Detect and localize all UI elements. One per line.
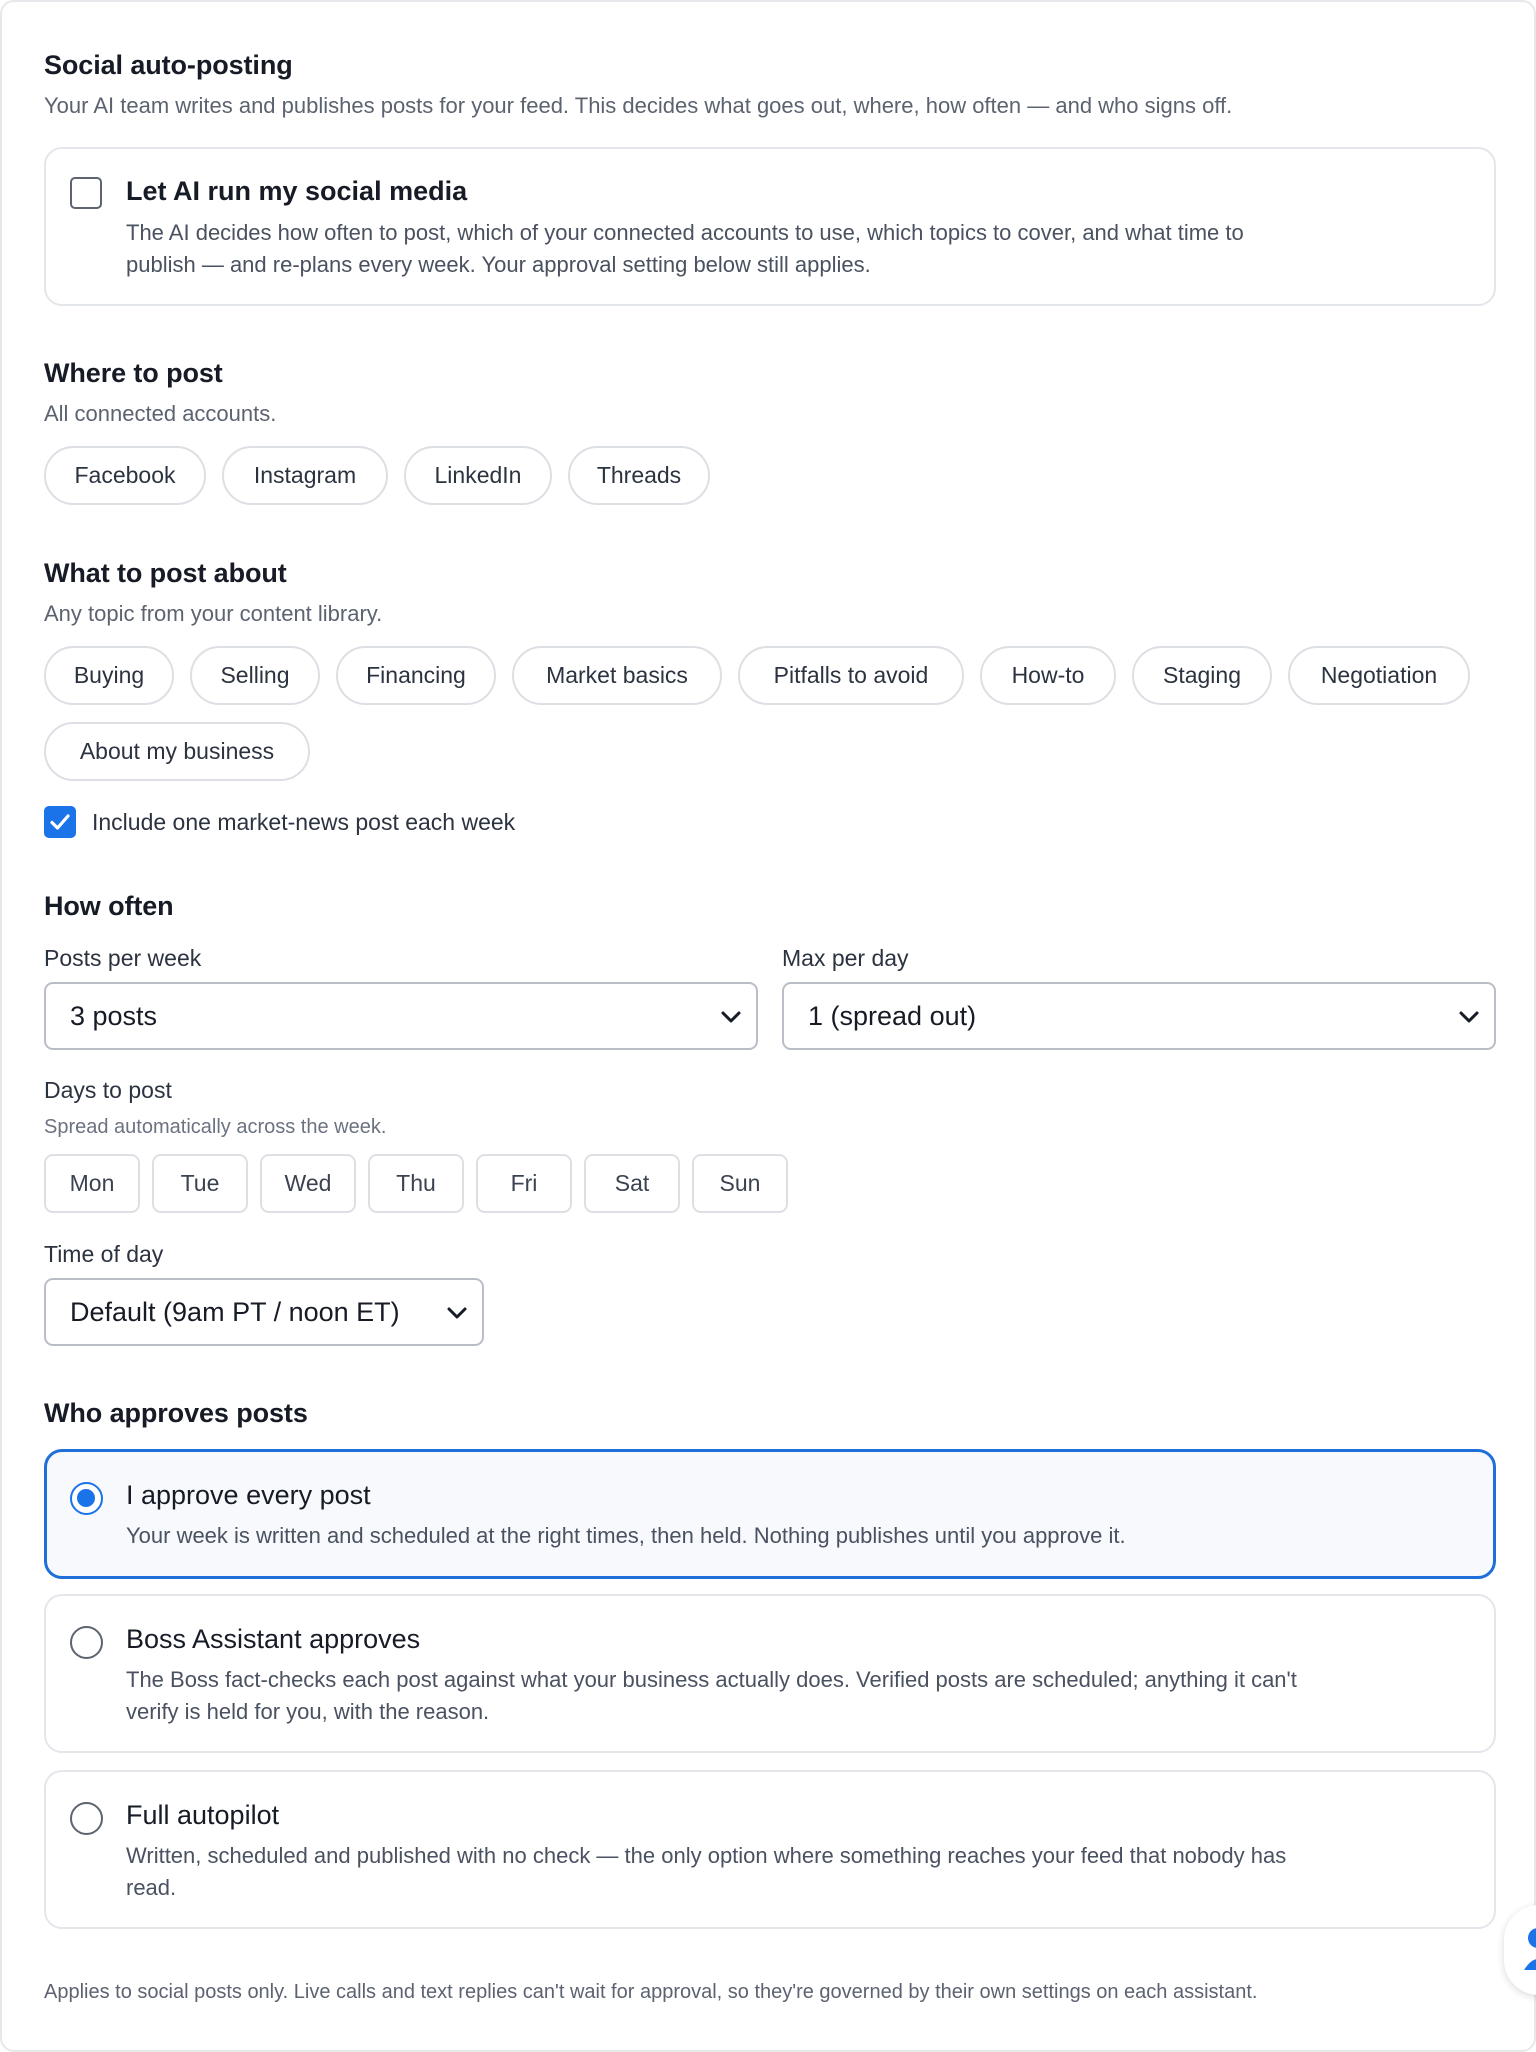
where-title: Where to post bbox=[44, 358, 223, 388]
topics-title: What to post about bbox=[44, 558, 287, 588]
approval-option-desc: Your week is written and scheduled at the right times, then held. Nothing publishes until you approve it. bbox=[126, 1523, 1126, 1548]
topic-chip-selling[interactable]: Selling bbox=[190, 646, 320, 705]
page-title: Social auto-posting bbox=[44, 50, 293, 80]
topic-chip-about-business[interactable]: About my business bbox=[44, 722, 310, 781]
topic-chip-how-to[interactable]: How-to bbox=[980, 646, 1116, 705]
topic-chip-market-basics[interactable]: Market basics bbox=[512, 646, 722, 705]
approval-option-title: I approve every post bbox=[126, 1480, 371, 1510]
checkmark-icon bbox=[49, 811, 71, 833]
approval-option-desc: read. bbox=[126, 1875, 177, 1900]
ai-run-desc-line1: The AI decides how often to post, which of your connected accounts to use, which topics to cover, and what time to bbox=[126, 220, 1244, 245]
days-subtitle: Spread automatically across the week. bbox=[44, 1116, 387, 1138]
platform-chip-facebook[interactable]: Facebook bbox=[44, 446, 206, 505]
approval-radio-autopilot[interactable] bbox=[70, 1802, 103, 1835]
approval-radio-self[interactable] bbox=[70, 1482, 103, 1515]
where-subtitle: All connected accounts. bbox=[44, 401, 277, 426]
day-fri[interactable]: Fri bbox=[476, 1154, 572, 1213]
topic-chip-staging[interactable]: Staging bbox=[1132, 646, 1272, 705]
posts-per-week-label: Posts per week bbox=[44, 945, 202, 971]
topic-chip-pitfalls[interactable]: Pitfalls to avoid bbox=[738, 646, 964, 705]
approval-option-desc: The Boss fact-checks each post against what your business actually does. Verified posts are scheduled; anything it can't bbox=[126, 1667, 1297, 1692]
day-sun[interactable]: Sun bbox=[692, 1154, 788, 1213]
posts-per-week-value: 3 posts bbox=[70, 1000, 158, 1031]
ai-run-checkbox[interactable] bbox=[70, 177, 102, 209]
approval-option-title: Boss Assistant approves bbox=[126, 1624, 421, 1654]
market-news-label: Include one market-news post each week bbox=[92, 809, 516, 835]
ai-run-desc-line2: publish — and re-plans every week. Your approval setting below still applies. bbox=[126, 252, 871, 277]
market-news-checkbox[interactable] bbox=[44, 806, 76, 838]
chevron-down-icon bbox=[446, 1304, 468, 1322]
platform-chip-linkedin[interactable]: LinkedIn bbox=[404, 446, 552, 505]
platform-chip-instagram[interactable]: Instagram bbox=[222, 446, 388, 505]
day-tue[interactable]: Tue bbox=[152, 1154, 248, 1213]
frequency-title: How often bbox=[44, 891, 174, 921]
days-label: Days to post bbox=[44, 1077, 172, 1103]
day-wed[interactable]: Wed bbox=[260, 1154, 356, 1213]
day-sat[interactable]: Sat bbox=[584, 1154, 680, 1213]
topic-chip-buying[interactable]: Buying bbox=[44, 646, 174, 705]
time-of-day-label: Time of day bbox=[44, 1241, 164, 1267]
max-per-day-value: 1 (spread out) bbox=[808, 1000, 977, 1031]
approval-title: Who approves posts bbox=[44, 1398, 308, 1428]
approval-radio-boss[interactable] bbox=[70, 1626, 103, 1659]
topics-subtitle: Any topic from your content library. bbox=[44, 601, 383, 626]
max-per-day-label: Max per day bbox=[782, 945, 909, 971]
approval-option-title: Full autopilot bbox=[126, 1800, 280, 1830]
ai-run-title: Let AI run my social media bbox=[126, 176, 468, 206]
topic-chip-financing[interactable]: Financing bbox=[336, 646, 496, 705]
approval-option-self[interactable] bbox=[44, 1449, 1496, 1579]
ai-run-social-card[interactable] bbox=[44, 147, 1496, 306]
day-thu[interactable]: Thu bbox=[368, 1154, 464, 1213]
approval-option-boss[interactable] bbox=[44, 1594, 1496, 1753]
approval-option-desc: Written, scheduled and published with no check — the only option where something reaches your feed that nobody has bbox=[126, 1843, 1287, 1868]
chevron-down-icon bbox=[1458, 1008, 1480, 1026]
topic-chip-negotiation[interactable]: Negotiation bbox=[1288, 646, 1470, 705]
footer-note: Applies to social posts only. Live calls and text replies can't wait for approval, so they're governed by their own settings on each assistant. bbox=[44, 1981, 1258, 2003]
posts-per-week-select[interactable] bbox=[44, 982, 758, 1050]
day-mon[interactable]: Mon bbox=[44, 1154, 140, 1213]
platform-chip-threads[interactable]: Threads bbox=[568, 446, 710, 505]
approval-option-desc: verify is held for you, with the reason. bbox=[126, 1699, 490, 1724]
approval-option-autopilot[interactable] bbox=[44, 1770, 1496, 1929]
time-of-day-select[interactable] bbox=[44, 1278, 484, 1346]
page-subtitle: Your AI team writes and publishes posts for your feed. This decides what goes out, where, how often — and who signs off. bbox=[44, 93, 1233, 118]
time-of-day-value: Default (9am PT / noon ET) bbox=[70, 1296, 400, 1327]
max-per-day-select[interactable] bbox=[782, 982, 1496, 1050]
chevron-down-icon bbox=[720, 1008, 742, 1026]
